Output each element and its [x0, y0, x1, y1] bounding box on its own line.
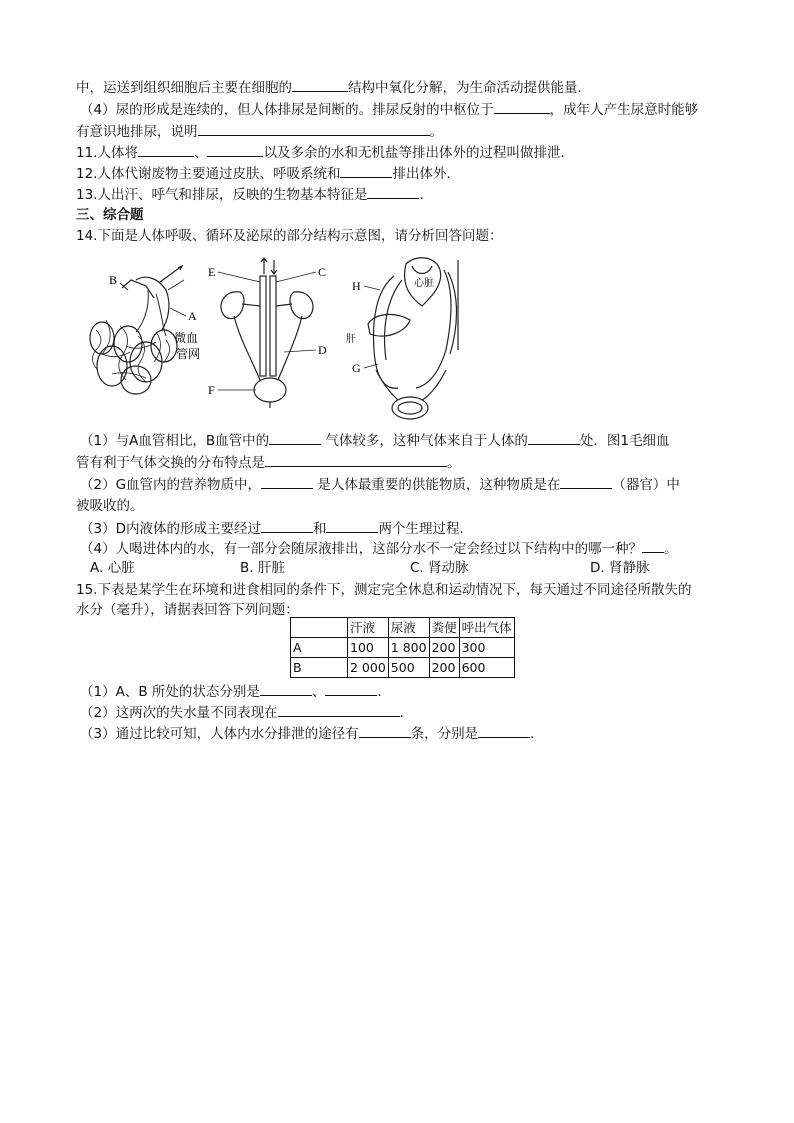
- answer-blank[interactable]: [269, 430, 321, 445]
- answer-blank[interactable]: [261, 518, 313, 533]
- answer-blank[interactable]: [359, 723, 411, 738]
- label-e: E: [208, 265, 216, 279]
- table-header: 尿液: [388, 618, 429, 638]
- answer-blank[interactable]: [207, 142, 263, 157]
- answer-blank[interactable]: [478, 723, 530, 738]
- text-line: 水分（毫升），请据表回答下列问题：: [76, 602, 299, 618]
- table-cell: 300: [459, 638, 514, 658]
- answer-blank[interactable]: [340, 163, 392, 178]
- option-c[interactable]: C. 肾动脉: [410, 560, 469, 576]
- table-cell: 1 800: [388, 638, 429, 658]
- circulation-diagram: [368, 258, 458, 419]
- section-heading: 三、综合题: [76, 207, 144, 223]
- option-d[interactable]: D. 肾静脉: [590, 560, 650, 576]
- answer-blank[interactable]: [528, 430, 580, 445]
- urinary-diagram: [221, 258, 313, 408]
- table-header: 粪便: [429, 618, 459, 638]
- label-h: H: [352, 279, 361, 293]
- answer-blank[interactable]: [367, 184, 419, 199]
- table-header: [291, 618, 348, 638]
- text-line: （2）G血管内的营养物质中， 是人体最重要的供能物质，这种物质是在 （器官）中: [80, 474, 680, 495]
- table-header: 汗液: [348, 618, 389, 638]
- table-cell: 200: [429, 658, 459, 678]
- answer-blank[interactable]: [642, 538, 664, 553]
- text-line: 被吸收的。: [76, 498, 144, 514]
- table-cell: 500: [388, 658, 429, 678]
- text-line: 12.人体代谢废物主要通过皮肤、呼吸系统和 排出体外．: [76, 163, 460, 184]
- table-cell: 600: [459, 658, 514, 678]
- text-line: （1）A、B 所处的状态分别是 、 ．: [80, 681, 391, 702]
- answer-blank[interactable]: [326, 518, 378, 533]
- table-cell: 200: [429, 638, 459, 658]
- anatomy-figure: [76, 250, 496, 428]
- text-line: （3）D内液体的形成主要经过 和 两个生理过程．: [80, 518, 473, 539]
- label-g: G: [352, 361, 361, 375]
- table-cell: 2 000: [348, 658, 389, 678]
- text-line: （2）这两次的失水量不同表现在 ．: [80, 702, 413, 723]
- answer-blank[interactable]: [278, 702, 400, 717]
- answer-blank[interactable]: [260, 681, 312, 696]
- option-b[interactable]: B. 肝脏: [240, 560, 285, 576]
- label-b: B: [109, 273, 118, 287]
- option-a[interactable]: A. 心脏: [90, 560, 135, 576]
- label-capillary-1: 微血: [174, 331, 199, 345]
- table-header: 呼出气体: [459, 618, 514, 638]
- label-d: D: [318, 343, 327, 357]
- label-f: F: [208, 383, 215, 397]
- table-cell: A: [291, 638, 348, 658]
- water-loss-table: [290, 617, 515, 678]
- answer-blank[interactable]: [138, 142, 194, 157]
- answer-blank[interactable]: [494, 99, 550, 114]
- label-heart: 心脏: [414, 278, 434, 289]
- table-cell: B: [291, 658, 348, 678]
- text-line: 中，运送到组织细胞后主要在细胞的 结构中氧化分解，为生命活动提供能量．: [76, 77, 591, 98]
- table-header-row: [291, 618, 515, 638]
- label-a: A: [188, 309, 197, 323]
- question-15: 15.下表是某学生在环境和进食相同的条件下，测定完全休息和运动情况下，每天通过不同途径所散失的: [76, 582, 692, 598]
- table-row: [291, 658, 515, 678]
- text-line: 11.人体将 、 以及多余的水和无机盐等排出体外的过程叫做排泄．: [76, 142, 574, 163]
- answer-blank[interactable]: [265, 452, 447, 467]
- label-liver: 肝: [346, 334, 356, 345]
- answer-blank[interactable]: [198, 121, 430, 136]
- answer-blank[interactable]: [560, 474, 612, 489]
- text-line: （1）与A血管相比，B血管中的 气体较多，这种气体来自于人体的 处．图1毛细血: [80, 430, 669, 451]
- answer-blank[interactable]: [261, 474, 313, 489]
- text-line: 13.人出汗、呼气和排尿，反映的生物基本特征是 ．: [76, 184, 433, 205]
- options-row: [90, 558, 690, 578]
- table-row: [291, 638, 515, 658]
- text-line: （4）人喝进体内的水，有一部分会随尿液排出，这部分水不一定会经过以下结构中的哪一种？ 。: [80, 538, 678, 559]
- label-c: C: [318, 265, 327, 279]
- text-line: 管有利于气体交换的分布特点是 。: [76, 452, 461, 473]
- answer-blank[interactable]: [325, 681, 377, 696]
- question-14: 14.下面是人体呼吸、循环及泌尿的部分结构示意图，请分析回答问题：: [76, 228, 503, 244]
- text-line: （3）通过比较可知，人体内水分排泄的途径有 条，分别是 ．: [80, 723, 544, 744]
- text-line: 有意识地排尿，说明 。: [76, 121, 443, 142]
- answer-blank[interactable]: [292, 77, 348, 92]
- label-capillary-2: 管网: [176, 347, 201, 361]
- alveoli-diagram: [90, 266, 184, 394]
- table-cell: 100: [348, 638, 389, 658]
- text-line: （4）尿的形成是连续的，但人体排尿是间断的。排尿反射的中枢位于 ，成年人产生尿意时能够: [80, 99, 698, 120]
